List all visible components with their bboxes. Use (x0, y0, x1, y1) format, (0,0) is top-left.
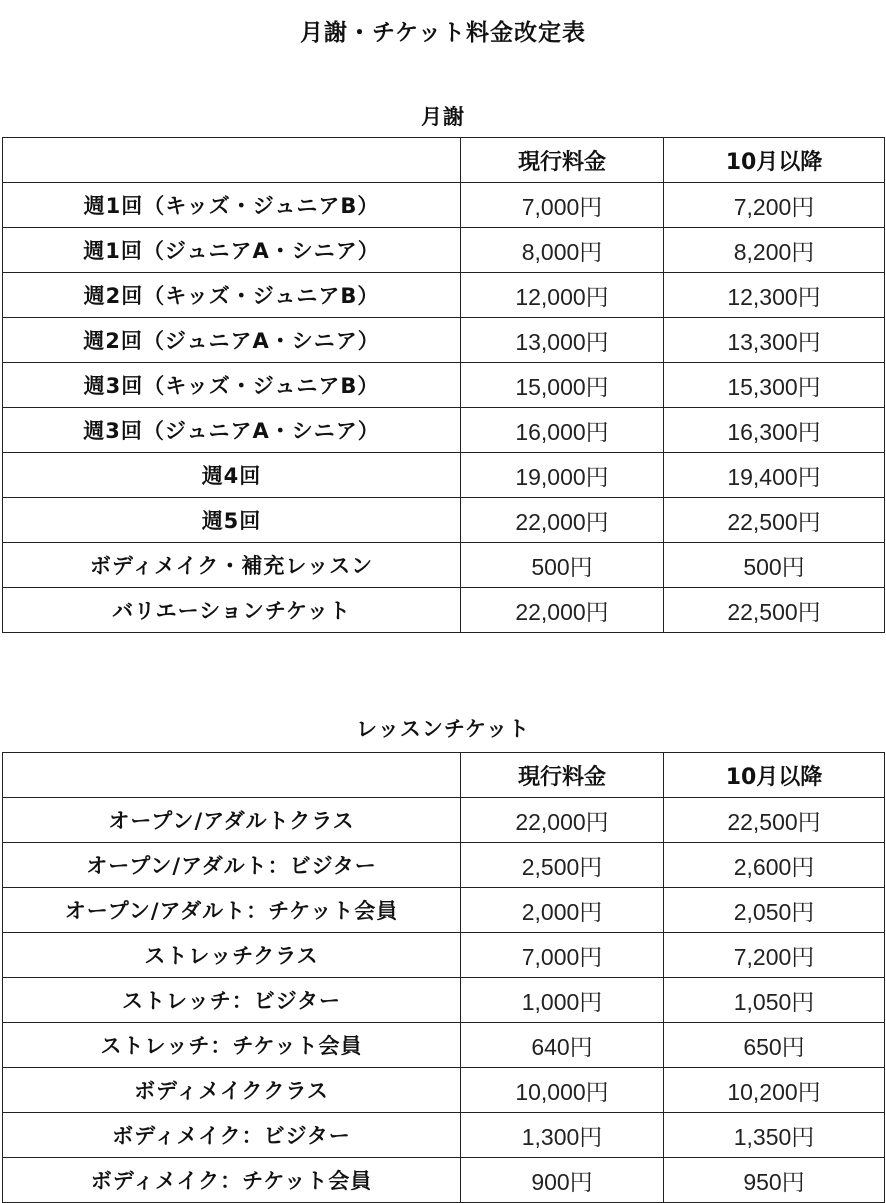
lesson-ticket-section-title: レッスンチケット (356, 717, 530, 741)
row-label: 週5回 (3, 498, 461, 543)
current-price: 22,000円 (461, 588, 664, 633)
current-price: 19,000円 (461, 453, 664, 498)
table-row (3, 1068, 885, 1113)
page-title: 月謝・チケット料金改定表 (300, 20, 586, 46)
row-label: オープン/アダルトクラス (3, 798, 461, 843)
table-row (3, 543, 885, 588)
new-price: 19,400円 (664, 453, 885, 498)
table-row (3, 273, 885, 318)
current-price: 8,000円 (461, 228, 664, 273)
lesson-ticket-table (2, 752, 885, 1203)
monthly-fee-table (2, 137, 885, 633)
new-price: 650円 (664, 1023, 885, 1068)
header-label (3, 138, 461, 183)
table-row (3, 228, 885, 273)
row-label: 週4回 (3, 453, 461, 498)
table-row (3, 1113, 885, 1158)
row-label: ボディメイク：チケット会員 (3, 1158, 461, 1203)
row-label: 週1回（ジュニアA・シニア） (3, 228, 461, 273)
new-price: 1,350円 (664, 1113, 885, 1158)
table-row (3, 1158, 885, 1203)
new-price: 13,300円 (664, 318, 885, 363)
table-row (3, 363, 885, 408)
table-row (3, 588, 885, 633)
table-row (3, 798, 885, 843)
current-price: 15,000円 (461, 363, 664, 408)
current-price: 13,000円 (461, 318, 664, 363)
new-price: 22,500円 (664, 588, 885, 633)
new-price: 950円 (664, 1158, 885, 1203)
current-price: 1,300円 (461, 1113, 664, 1158)
current-price: 22,000円 (461, 498, 664, 543)
table-row (3, 318, 885, 363)
new-price: 10,200円 (664, 1068, 885, 1113)
new-price: 2,050円 (664, 888, 885, 933)
row-label: 週1回（キッズ・ジュニアB） (3, 183, 461, 228)
table-row (3, 498, 885, 543)
header-after-october: 10月以降 (664, 753, 885, 798)
table-header-row (3, 753, 885, 798)
table-row (3, 453, 885, 498)
header-current-price: 現行料金 (461, 753, 664, 798)
row-label: ストレッチ：ビジター (3, 978, 461, 1023)
table-row (3, 888, 885, 933)
table-row (3, 1023, 885, 1068)
new-price: 7,200円 (664, 933, 885, 978)
table-row (3, 408, 885, 453)
current-price: 10,000円 (461, 1068, 664, 1113)
current-price: 12,000円 (461, 273, 664, 318)
new-price: 8,200円 (664, 228, 885, 273)
table-row (3, 933, 885, 978)
current-price: 7,000円 (461, 933, 664, 978)
row-label: ボディメイククラス (3, 1068, 461, 1113)
row-label: オープン/アダルト：チケット会員 (3, 888, 461, 933)
row-label: バリエーションチケット (3, 588, 461, 633)
new-price: 7,200円 (664, 183, 885, 228)
row-label: ストレッチ：チケット会員 (3, 1023, 461, 1068)
row-label: ボディメイク・補充レッスン (3, 543, 461, 588)
current-price: 900円 (461, 1158, 664, 1203)
current-price: 500円 (461, 543, 664, 588)
monthly-section-title: 月謝 (421, 105, 465, 129)
header-current-price: 現行料金 (461, 138, 664, 183)
row-label: 週3回（ジュニアA・シニア） (3, 408, 461, 453)
table-row (3, 978, 885, 1023)
new-price: 2,600円 (664, 843, 885, 888)
current-price: 1,000円 (461, 978, 664, 1023)
row-label: 週2回（キッズ・ジュニアB） (3, 273, 461, 318)
current-price: 2,500円 (461, 843, 664, 888)
current-price: 7,000円 (461, 183, 664, 228)
header-label (3, 753, 461, 798)
new-price: 500円 (664, 543, 885, 588)
row-label: ボディメイク：ビジター (3, 1113, 461, 1158)
current-price: 2,000円 (461, 888, 664, 933)
new-price: 22,500円 (664, 798, 885, 843)
new-price: 15,300円 (664, 363, 885, 408)
new-price: 16,300円 (664, 408, 885, 453)
current-price: 22,000円 (461, 798, 664, 843)
new-price: 1,050円 (664, 978, 885, 1023)
table-row (3, 843, 885, 888)
table-row (3, 183, 885, 228)
current-price: 640円 (461, 1023, 664, 1068)
new-price: 12,300円 (664, 273, 885, 318)
row-label: オープン/アダルト：ビジター (3, 843, 461, 888)
row-label: 週2回（ジュニアA・シニア） (3, 318, 461, 363)
row-label: ストレッチクラス (3, 933, 461, 978)
row-label: 週3回（キッズ・ジュニアB） (3, 363, 461, 408)
new-price: 22,500円 (664, 498, 885, 543)
header-after-october: 10月以降 (664, 138, 885, 183)
current-price: 16,000円 (461, 408, 664, 453)
table-header-row (3, 138, 885, 183)
